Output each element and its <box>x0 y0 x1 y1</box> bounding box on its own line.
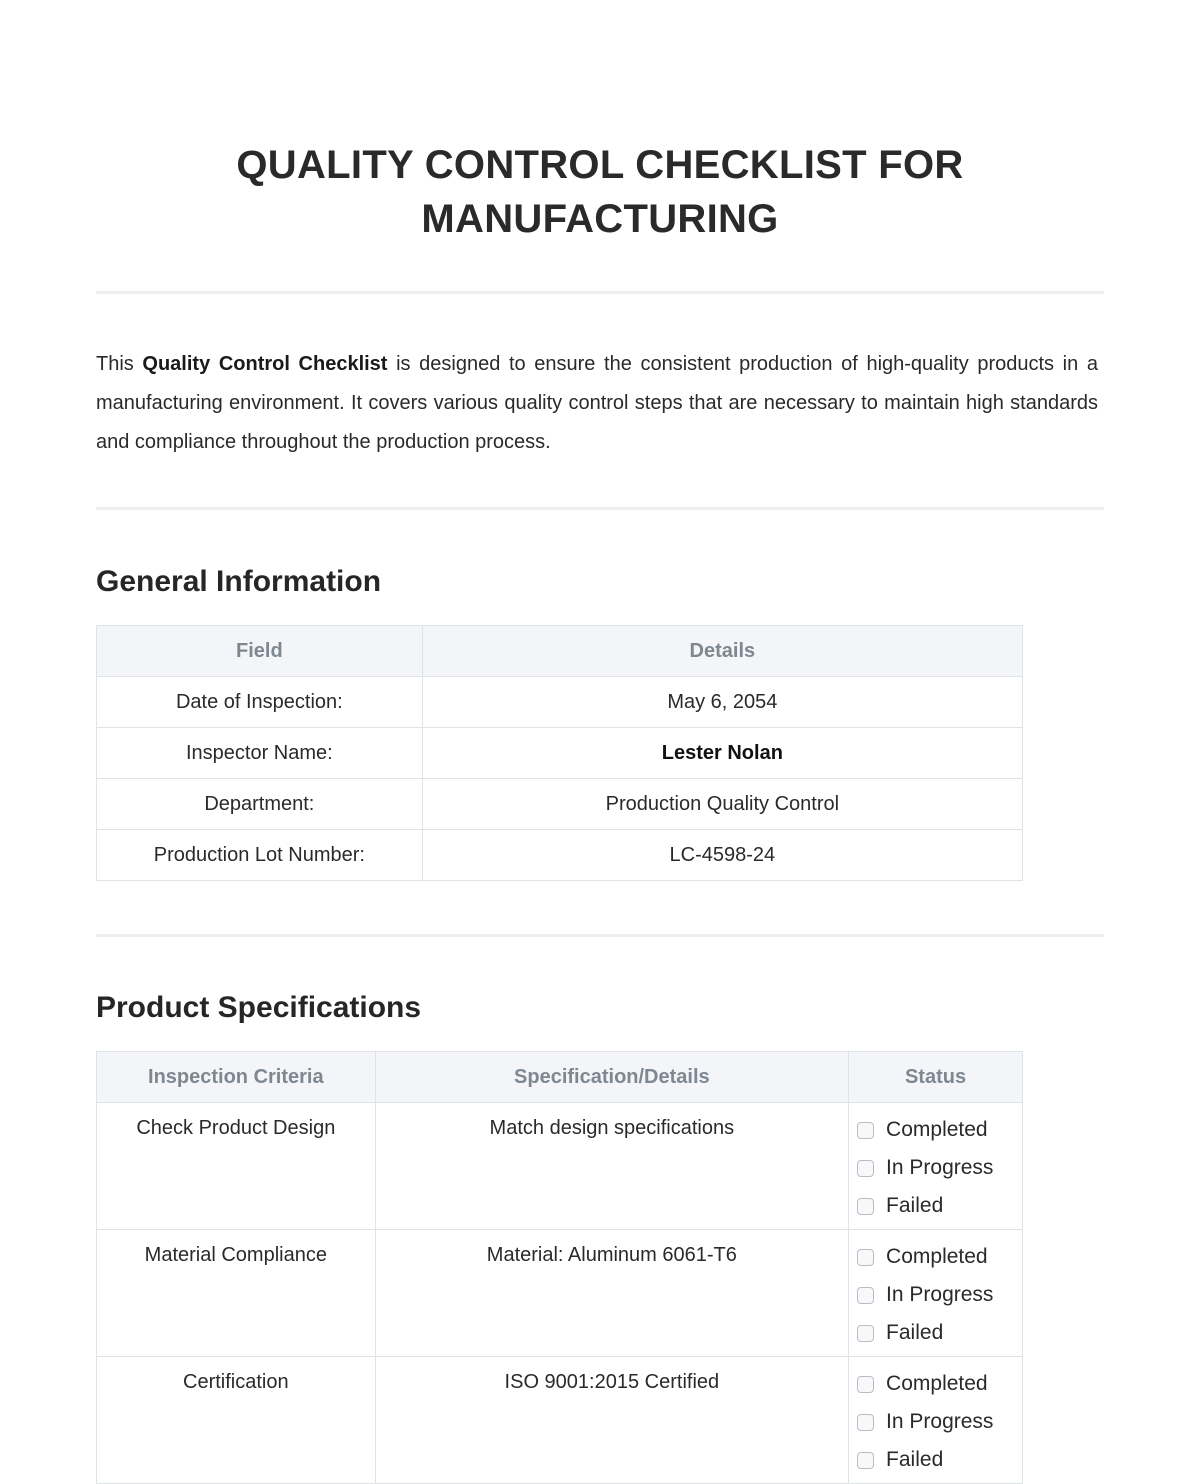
field-label: Inspector Name: <box>97 728 423 779</box>
intro-prefix: This <box>96 353 143 375</box>
status-cell <box>849 1230 1023 1357</box>
details-cell: ISO 9001:2015 Certified <box>375 1357 848 1484</box>
status-cell <box>849 1103 1023 1230</box>
status-label: Completed <box>886 1245 988 1268</box>
column-header-specification-details: Specification/Details <box>375 1052 848 1103</box>
field-label: Production Lot Number: <box>97 830 423 881</box>
divider <box>96 507 1104 510</box>
field-value: May 6, 2054 <box>422 677 1022 728</box>
intro-bold-term: Quality Control Checklist <box>142 353 388 375</box>
divider <box>96 934 1104 937</box>
status-option-failed[interactable] <box>857 1320 943 1346</box>
status-label: In Progress <box>886 1283 994 1306</box>
field-value: Lester Nolan <box>422 728 1022 779</box>
table-header-row <box>97 1052 1023 1103</box>
field-value: Production Quality Control <box>422 779 1022 830</box>
general-information-table <box>96 625 1023 881</box>
status-cell <box>849 1357 1023 1484</box>
status-label: Completed <box>886 1118 988 1141</box>
table-header-row <box>97 626 1023 677</box>
status-option-completed[interactable] <box>857 1244 988 1270</box>
checkbox[interactable] <box>857 1198 874 1215</box>
column-header-status: Status <box>849 1052 1023 1103</box>
checkbox[interactable] <box>857 1414 874 1431</box>
table-row <box>97 1103 1023 1230</box>
status-label: Failed <box>886 1194 944 1217</box>
details-cell: Match design specifications <box>375 1103 848 1230</box>
intro-suffix: is designed to ensure the consistent production of high-quality products in a manufacturing environment. It covers various quality control steps that are necessary to maintain high standards and compliance throughout the production process. <box>96 353 1098 453</box>
criteria-cell: Certification <box>97 1357 376 1484</box>
field-label: Department: <box>97 779 423 830</box>
divider <box>96 291 1104 294</box>
status-option-in-progress[interactable] <box>857 1409 993 1435</box>
checkbox[interactable] <box>857 1376 874 1393</box>
checkbox[interactable] <box>857 1160 874 1177</box>
column-header-field: Field <box>97 626 423 677</box>
product-specifications-table <box>96 1051 1023 1484</box>
table-row <box>97 779 1023 830</box>
status-label: Failed <box>886 1448 944 1471</box>
checkbox[interactable] <box>857 1249 874 1266</box>
field-value: LC-4598-24 <box>422 830 1022 881</box>
status-label: Failed <box>886 1321 944 1344</box>
table-row <box>97 1357 1023 1484</box>
checkbox[interactable] <box>857 1325 874 1342</box>
details-cell: Material: Aluminum 6061-T6 <box>375 1230 848 1357</box>
status-option-in-progress[interactable] <box>857 1282 993 1308</box>
column-header-details: Details <box>422 626 1022 677</box>
status-label: In Progress <box>886 1410 994 1433</box>
table-row <box>97 728 1023 779</box>
status-option-failed[interactable] <box>857 1193 943 1219</box>
field-label: Date of Inspection: <box>97 677 423 728</box>
checkbox[interactable] <box>857 1287 874 1304</box>
table-row <box>97 830 1023 881</box>
status-option-completed[interactable] <box>857 1371 988 1397</box>
status-label: In Progress <box>886 1156 994 1179</box>
document-title: QUALITY CONTROL CHECKLIST FOR MANUFACTURING <box>236 143 964 241</box>
table-row <box>97 677 1023 728</box>
table-row <box>97 1230 1023 1357</box>
section-heading-general-information: General Information <box>96 565 382 598</box>
column-header-inspection-criteria: Inspection Criteria <box>97 1052 376 1103</box>
status-option-in-progress[interactable] <box>857 1155 993 1181</box>
status-option-failed[interactable] <box>857 1447 943 1473</box>
checkbox[interactable] <box>857 1122 874 1139</box>
criteria-cell: Check Product Design <box>97 1103 376 1230</box>
section-heading-product-specifications: Product Specifications <box>96 991 422 1024</box>
criteria-cell: Material Compliance <box>97 1230 376 1357</box>
status-label: Completed <box>886 1372 988 1395</box>
status-option-completed[interactable] <box>857 1117 988 1143</box>
intro-paragraph <box>96 345 1098 462</box>
checkbox[interactable] <box>857 1452 874 1469</box>
